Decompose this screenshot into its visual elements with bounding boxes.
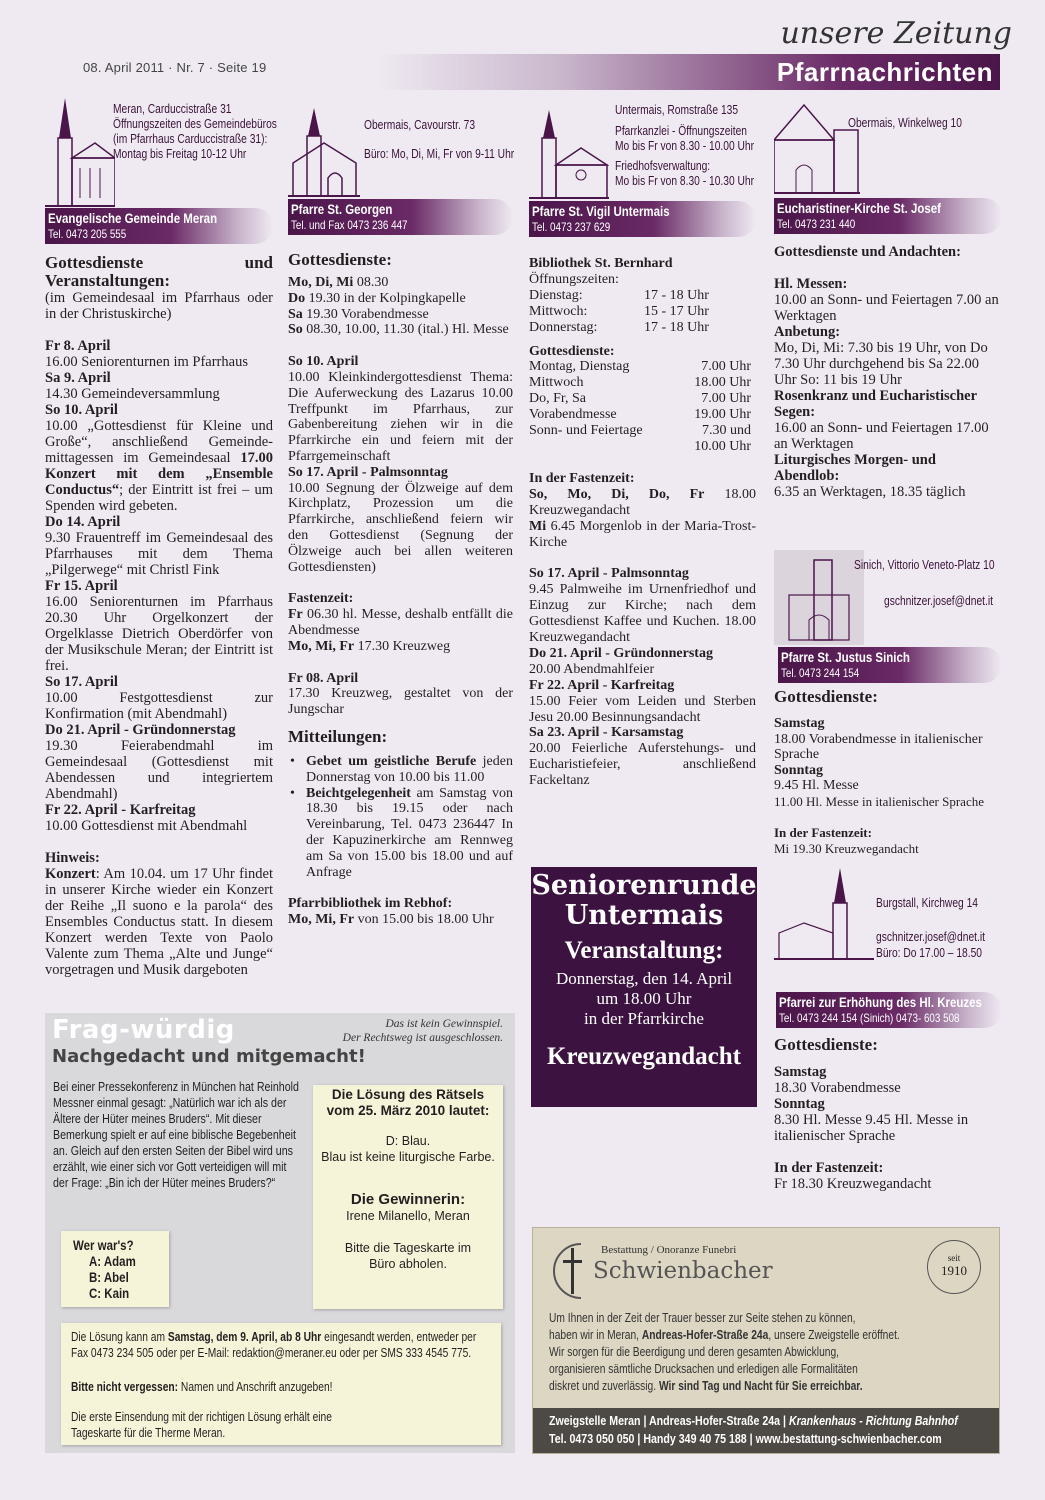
frag-subtitle: Nachgedacht und mitgemacht! bbox=[52, 1046, 366, 1067]
mass-times: Montag, Dienstag 7.00 Uhr Mittwoch 18.00 Uhr Do, Fr, Sa 7.00 Uhr Vorabendmesse 19.00 Uhr Sonn- und Feiertage 7.30 und 10.00 Uhr bbox=[529, 359, 751, 454]
parish-tab-josef: Eucharistiner-Kirche St. Josef Tel. 0473 231 440 bbox=[774, 198, 1002, 234]
seit-seal: seit 1910 bbox=[927, 1240, 981, 1294]
schedule-vigil: Bibliothek St. Bernhard Öffnungszeiten: Dienstag: 17 - 18 Uhr Mittwoch: 15 - 17 Uhr Donnerstag: 17 - 18 Uhr Gottesdienste: Montag, Dienstag 7.00 Uhr Mittwoch 18.00 Uhr Do, Fr, Sa 7.00 Uhr Vorabendmesse 19.00 Uhr Sonn- und Feiertage 7.30 und 10.00 Uhr In der Fastenzeit: So, Mo, Di, Do, Fr 18.00 Kreuzwegandacht Mi 6.45 Morgenlob in der Maria-Trost-Kirche So 17. April - Palmsonntag 9.45 Palmweihe im Urnenfriedhof und Einzug zur Kirche; nach dem Gottesdienst Kaffee und Kuchen. 18.00 Kreuzwegandacht Do 21. April - Gründonnerstag 20.00 Abendmahlfeier Fr 22. April - Karfreitag 15.00 Feier vom Leiden und Sterben Jesu 20.00 Besinnungsandacht Sa 23. April - Karsamstag 20.00 Feierliche Auferstehungs- und Eucharistiefeier, anschließend Fackeltanz bbox=[529, 256, 756, 789]
address-georgen: Obermais, Cavourstr. 73 Büro: Mo, Di, Mi, Fr von 9-11 Uhr bbox=[364, 118, 515, 161]
schedule-justus: Gottesdienste: Samstag 18.00 Vorabendmesse in italienischer Sprache Sonntag 9.45 Hl. Messe 11.00 Hl. Messe in italienischer Sprache In der Fastenzeit: Mi 19.30 Kreuzwegandacht bbox=[774, 687, 984, 856]
schedule-josef: Gottesdienste und Andachten: Hl. Messen: 10.00 an Sonn- und Feiertagen 7.00 an Werktagen Anbetung: Mo, Di, Mi: 7.30 bis 19 Uhr, von Do 7.30 Uhr durchgehend bis Sa 22.00 Uhr So: 11 bis 19 Uhr Rosenkranz und Eucharistischer Segen: 16.00 an Sonn- und Feiertagen 17.00 an Werktagen Liturgisches Morgen- und Abendlob: 6.35 an Werktagen, 18.35 täglich bbox=[774, 244, 999, 500]
church-header-georgen bbox=[288, 98, 513, 234]
parish-tab-burgstall: Pfarrei zur Erhöhung des Hl. Kreuzes Tel. 0473 244 154 (Sinich) 0473- 603 508 bbox=[776, 992, 1002, 1028]
entry-instructions: Die Lösung kann am Samstag, dem 9. April, ab 8 Uhr eingesandt werden, entweder per Fax 0473 234 505 oder per E-Mail: redaktion@meraner.eu oder per SMS 333 4545 775. Bitte nicht vergessen: Namen und Anschrift anzugeben! Die erste Einsendung mit der richtigen Lösung erhält eine Tageskarte für die Therme Meran. bbox=[61, 1323, 501, 1445]
masthead bbox=[0, 0, 1045, 95]
answer-options: Wer war's? A: Adam B: Abel C: Kain bbox=[61, 1231, 169, 1307]
column-st-vigil bbox=[529, 98, 756, 789]
column-st-georgen bbox=[288, 98, 513, 928]
column-st-josef bbox=[774, 98, 1002, 1192]
ad-body: Um Ihnen in der Zeit der Trauer besser zur Seite stehen zu können, haben wir in Meran, Andreas-Hofer-Straße 24a, unsere Zweigstelle eröffnet. Wir sorgen für die Beerdigung und deren gesamten Abwicklung, organisieren sämtliche Drucksachen und erledigen alle Formalitäten diskret und zuverlässig. Wir sind Tag und Nacht für Sie erreichbar. bbox=[549, 1311, 900, 1393]
frag-title: Frag-würdig bbox=[52, 1015, 235, 1045]
parish-tab-georgen: Pfarre St. Georgen Tel. und Fax 0473 236 447 bbox=[288, 199, 513, 235]
church-illustration bbox=[529, 110, 609, 200]
church-header-vigil bbox=[529, 98, 756, 238]
issue-line: 08. April 2011 · Nr. 7 · Seite 19 bbox=[83, 60, 267, 75]
schedule-burgstall: Gottesdienste: Samstag 18.30 Vorabendmesse Sonntag 8.30 Hl. Messe 9.45 Hl. Messe in italienischer Sprache In der Fastenzeit: Fr 18.30 Kreuzwegandacht bbox=[774, 1035, 969, 1192]
riddle-question: Bei einer Pressekonferenz in München hat Reinhold Messner einmal gesagt: „Natürlich war ich als der Ältere der Hüter meines Bruders“. Mit dieser Bemerkung spielt er auf eine biblische Begebenheit an. Gleich auf den ersten Seiten der Bibel wird uns erzählt, wie einer sich vor Gott verteidigen will mit der Frage: „Bin ich der Hüter meines Bruders?“ bbox=[53, 1079, 299, 1190]
schedule-evangelical: Gottesdienste und Veranstaltungen: (im Gemeindesaal im Pfarrhaus oder in der Christuskirche) Fr 8. April 16.00 Seniorenturnen im Pfarrhaus Sa 9. April 14.30 Gemeindeversammlung So 10. April 10.00 „Gottesdienst für Kleine und Große“, anschließend Gemeindemittagessen im Gemeindesaal 17.00 Konzert mit dem „Ensemble Conductus“; der Eintritt ist frei – um Spenden wird gebeten. Do 14. April 9.30 Frauentreff im Gemeindesaal des Pfarrhauses mit dem Thema „Pilgerwege“ mit Christl Fink Fr 15. April 16.00 Seniorenturnen im Pfarrhaus 20.30 Uhr Orgelkonzert der Orgelklasse Dietrich Oberdörfer von der Musikschule Meran; der Eintritt ist frei. So 17. April 10.00 Festgottesdienst zur Konfirmation (mit Abendmahl) Do 21. April - Gründonnerstag 19.30 Feierabendmahl im Gemeindesaal (Gottesdienst mit Abendessen und integriertem Abendmahl) Fr 22. April - Karfreitag 10.00 Gottesdienst mit Abendmahl Hinweis: Konzert: Am 10.04. um 17 Uhr findet in unserer Kirche wieder ein Konzert der Reihe „Il suono e la parola“ des Ensembles Conductus statt. In diesem Konzert werden Texte von Paolo Valente zum Thema „Alte und Junge“ vorgetragen und Musik dargeboten bbox=[45, 253, 273, 978]
bestattung-ad: Bestattung / Onoranze Funebri Schwienbacher seit 1910 Um Ihnen in der Zeit der Trauer besser zur Seite stehen zu können, haben wir in Meran, Andreas-Hofer-Straße 24a, unsere Zweigstelle eröffnet. Wir sorgen für die Beerdigung und deren gesamten Abwicklung, organisieren sämtliche Drucksachen und erledigen alle Formalitäten diskret und zuverlässig. Wir sind Tag und Nacht für Sie erreichbar. Zweigstelle Meran | Andreas-Hofer-Straße 24a | Krankenhaus - Richtung Bahnhof Tel. 0473 050 050 | Handy 349 40 75 188 | www.bestattung-schwienbacher.com bbox=[532, 1227, 1000, 1454]
church-header-burgstall: Burgstall, Kirchweg 14 gschnitzer.josef@dnet.it Büro: Do 17.00 – 18.50 Pfarrei zur Erhöhung des Hl. Kreuzes Tel. 0473 244 154 (Sinich) 0473- 603 508 bbox=[774, 868, 1002, 998]
seniorenrunde-ad: Seniorenrunde Untermais Veranstaltung: Donnerstag, den 14. April um 18.00 Uhr in der Pfarrkirche Kreuzwegandacht bbox=[531, 867, 757, 1107]
church-header-justus: Sinich, Vittorio Veneto-Platz 10 gschnitzer.josef@dnet.it Pfarre St. Justus Sinich Tel. 0473 244 154 bbox=[774, 550, 1002, 680]
cross-icon bbox=[551, 1242, 595, 1300]
church-illustration bbox=[45, 98, 115, 208]
column-evangelical bbox=[45, 98, 277, 978]
solution-box: Die Lösung des Rätsels vom 25. März 2010 lautet: D: Blau. Blau ist keine liturgische Farbe. Die Gewinnerin: Irene Milanello, Meran Bitte die Tageskarte im Büro abholen. bbox=[313, 1085, 503, 1309]
section-title: Pfarrnachrichten bbox=[776, 57, 993, 87]
ad-footer: Zweigstelle Meran | Andreas-Hofer-Straße 24a | Krankenhaus - Richtung Bahnhof Tel. 0473 050 050 | Handy 349 40 75 188 | www.bestattung-schwienbacher.com bbox=[533, 1408, 999, 1453]
announcement-list bbox=[288, 754, 513, 880]
address-josef: Obermais, Winkelweg 10 bbox=[848, 116, 962, 130]
list-item: • Beichtgelegenheit am Samstag von 18.30 bis 19.15 oder nach Vereinbarung, Tel. 0473 236447 In der Kapuzinerkirche am Rennweg am Sa von 15.00 bis 18.00 und auf Anfrage bbox=[288, 786, 513, 881]
schedule-georgen: Gottesdienste: Mo, Di, Mi 08.30 Do 19.30 in der Kolpingkapelle Sa 19.30 Vorabendmesse So 08.30, 10.00, 11.30 (ital.) Hl. Messe So 10. April 10.00 Kleinkindergottesdienst Thema: Die Auferweckung des Lazarus 10.00 Treffpunkt im Pfarrhaus, zur Gabenbereitung ziehen wir in die Pfarrkirche ein und feiern mit der Pfarrgemeinschaft So 17. April - Palmsonntag 10.00 Segnung der Ölzweige auf dem Kirchplatz, Prozession um die Pfarrkirche, anschließend feiern wir den Gottesdienst (Segnung der Ölzweige auch bei allen weiteren Gottesdiensten) Fastenzeit: Fr 06.30 hl. Messe, deshalb entfällt die Abendmesse Mo, Mi, Fr 17.30 Kreuzweg Fr 08. April 17.30 Kreuzweg, gestaltet von der Jungschar Mitteilungen: • Gebet um geistliche Berufe jeden Donnerstag von 10.00 bis 11.00 • Beichtgelegenheit am Samstag von 18.30 bis 19.15 oder nach Vereinbarung, Tel. 0473 236447 In der Kapuzinerkirche am Rennweg am Sa von 15.00 bis 18.00 und auf Anfrage Pfarrbibliothek im Rebhof: Mo, Mi, Fr von 15.00 bis 18.00 Uhr bbox=[288, 251, 513, 928]
frag-wuerdig-box bbox=[45, 1013, 515, 1453]
church-illustration bbox=[774, 100, 860, 195]
church-header-evangelical bbox=[45, 98, 277, 246]
company-name: Schwienbacher bbox=[593, 1258, 773, 1284]
address-evangelical: Meran, Carduccistraße 31 Öffnungszeiten des Gemeindebüros (im Pfarrhaus Carduccistraße 31): Montag bis Freitag 10-12 Uhr bbox=[113, 102, 277, 161]
church-illustration bbox=[774, 550, 864, 645]
church-illustration bbox=[288, 108, 360, 198]
library-hours: Dienstag: 17 - 18 Uhr Mittwoch: 15 - 17 Uhr Donnerstag: 17 - 18 Uhr bbox=[529, 287, 709, 335]
parish-tab-vigil: Pfarre St. Vigil Untermais Tel. 0473 237 629 bbox=[529, 201, 756, 237]
address-vigil: Untermais, Romstraße 135 Pfarrkanzlei - Öffnungszeiten Mo bis Fr von 8.30 - 10.00 Uhr Friedhofsverwaltung: Mo bis Fr von 8.30 - 10.30 Uhr bbox=[615, 103, 755, 188]
parish-tab-evangelical: Evangelische Gemeinde Meran Tel. 0473 205 555 bbox=[45, 208, 273, 244]
list-item: • Gebet um geistliche Berufe jeden Donnerstag von 10.00 bis 11.00 bbox=[288, 754, 513, 786]
church-illustration bbox=[774, 868, 874, 963]
parish-tab-justus: Pfarre St. Justus Sinich Tel. 0473 244 154 bbox=[778, 647, 1002, 683]
church-header-josef bbox=[774, 98, 1002, 236]
brand-logo: unsere Zeitung bbox=[780, 16, 1012, 51]
disclaimer: Das ist kein Gewinnspiel. Der Rechtsweg ist ausgeschlossen. bbox=[342, 1018, 503, 1044]
